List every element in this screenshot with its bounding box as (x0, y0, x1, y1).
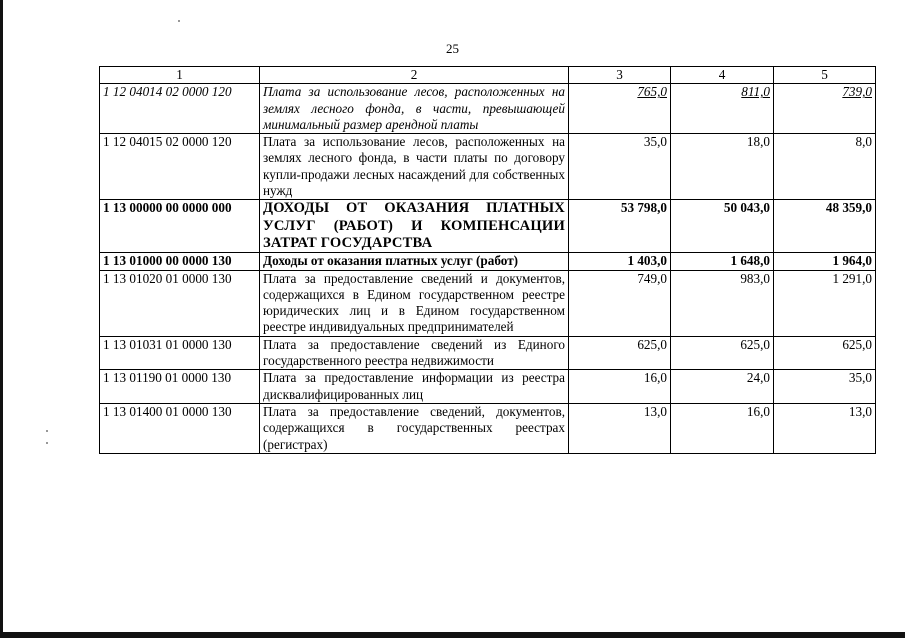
page-number: 25 (446, 41, 459, 56)
scan-edge-bottom (0, 632, 905, 638)
revenue-description: Плата за использование лесов, расположенных на землях лесного фонда, в части платы по договору купли-продажи лесных насаждений для собственных нужд (260, 134, 569, 200)
scan-speck (178, 20, 180, 22)
value-col3: 13,0 (569, 403, 671, 453)
revenue-description: Плата за предоставление сведений из Единого государственного реестра недвижимости (260, 336, 569, 370)
value-col5: 48 359,0 (774, 200, 876, 253)
table-row-subtotal (100, 253, 876, 270)
value-col5: 625,0 (774, 336, 876, 370)
value-col3: 765,0 (569, 84, 671, 134)
budget-revenue-table (99, 66, 876, 454)
value-col4: 811,0 (671, 84, 774, 134)
value-col5: 35,0 (774, 370, 876, 404)
value-col4: 983,0 (671, 270, 774, 336)
classification-code: 1 13 01190 01 0000 130 (100, 370, 260, 404)
value-col3: 1 403,0 (569, 253, 671, 270)
header-cell-col4: 4 (671, 67, 774, 84)
scan-edge-left (0, 0, 3, 637)
value-col3: 35,0 (569, 134, 671, 200)
value-col5: 13,0 (774, 403, 876, 453)
scan-speck (46, 430, 48, 432)
value-col3: 16,0 (569, 370, 671, 404)
table-row-section-total (100, 200, 876, 253)
table-row (100, 134, 876, 200)
revenue-description: Плата за использование лесов, расположенных на землях лесного фонда, в части, превышающей минимальный размер арендной платы (260, 84, 569, 134)
revenue-description: Плата за предоставление сведений и документов, содержащихся в Едином государственном реестре юридических лиц и в Едином государственном реестре индивидуальных предпринимателей (260, 270, 569, 336)
classification-code: 1 13 01400 01 0000 130 (100, 403, 260, 453)
value-col4: 50 043,0 (671, 200, 774, 253)
value-col5: 8,0 (774, 134, 876, 200)
revenue-description: Доходы от оказания платных услуг (работ) (260, 253, 569, 270)
revenue-description: ДОХОДЫ ОТ ОКАЗАНИЯ ПЛАТНЫХ УСЛУГ (РАБОТ) И КОМПЕНСАЦИИ ЗАТРАТ ГОСУДАРСТВА (260, 200, 569, 253)
value-col4: 16,0 (671, 403, 774, 453)
table-row (100, 270, 876, 336)
classification-code: 1 13 01031 01 0000 130 (100, 336, 260, 370)
header-cell-col2: 2 (260, 67, 569, 84)
revenue-description: Плата за предоставление информации из реестра дисквалифицированных лиц (260, 370, 569, 404)
classification-code: 1 12 04014 02 0000 120 (100, 84, 260, 134)
table-row (100, 84, 876, 134)
header-cell-col5: 5 (774, 67, 876, 84)
value-col5: 739,0 (774, 84, 876, 134)
value-col3: 749,0 (569, 270, 671, 336)
header-cell-col1: 1 (100, 67, 260, 84)
value-col4: 24,0 (671, 370, 774, 404)
table-row (100, 370, 876, 404)
table-row (100, 403, 876, 453)
scan-speck (46, 442, 48, 444)
classification-code: 1 12 04015 02 0000 120 (100, 134, 260, 200)
classification-code: 1 13 01020 01 0000 130 (100, 270, 260, 336)
classification-code: 1 13 01000 00 0000 130 (100, 253, 260, 270)
revenue-description: Плата за предоставление сведений, документов, содержащихся в государственных реестрах (регистрах) (260, 403, 569, 453)
classification-code: 1 13 00000 00 0000 000 (100, 200, 260, 253)
header-row (100, 67, 876, 84)
value-col5: 1 964,0 (774, 253, 876, 270)
value-col4: 1 648,0 (671, 253, 774, 270)
value-col4: 625,0 (671, 336, 774, 370)
header-cell-col3: 3 (569, 67, 671, 84)
value-col5: 1 291,0 (774, 270, 876, 336)
value-col3: 53 798,0 (569, 200, 671, 253)
value-col3: 625,0 (569, 336, 671, 370)
value-col4: 18,0 (671, 134, 774, 200)
table-row (100, 336, 876, 370)
